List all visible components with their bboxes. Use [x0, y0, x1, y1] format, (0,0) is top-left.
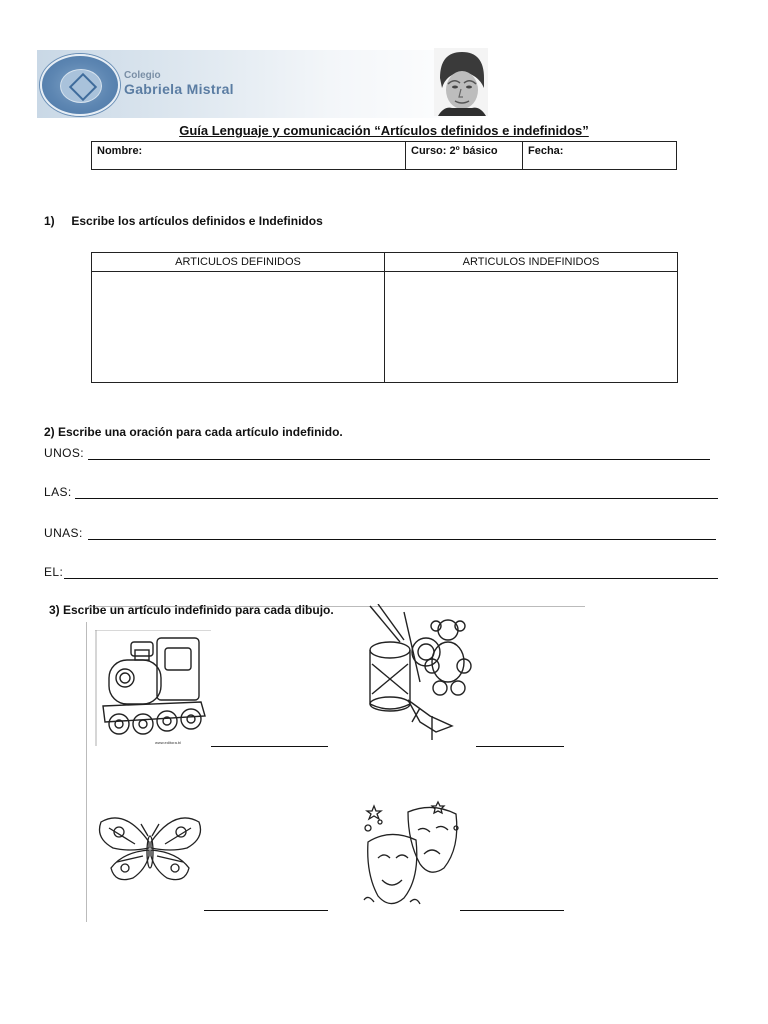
portrait-image — [434, 48, 488, 116]
unas-answer-line[interactable] — [88, 539, 716, 540]
las-answer-line[interactable] — [75, 498, 718, 499]
drawings-frame-left — [86, 622, 87, 922]
nombre-field[interactable] — [92, 142, 405, 169]
student-info-table — [91, 141, 677, 170]
worksheet-title: Guía Lenguaje y comunicación “Artículos definidos e indefinidos” — [179, 123, 589, 138]
nombre-label: Nombre: — [97, 145, 143, 157]
butterfly-answer-blank[interactable] — [204, 910, 328, 911]
articles-table — [91, 252, 678, 383]
section-1-text: Escribe los artículos definidos e Indefinidos — [71, 214, 323, 228]
train-answer-blank[interactable] — [211, 746, 328, 747]
theater-masks-drawing-icon — [360, 798, 464, 910]
school-label: Colegio — [124, 70, 161, 81]
unos-answer-line[interactable] — [88, 459, 710, 460]
unos-label: UNOS: — [44, 446, 85, 460]
unas-label: UNAS: — [44, 526, 83, 540]
section-1-number: 1) — [44, 214, 55, 228]
section-1-heading — [44, 214, 323, 228]
las-label: LAS: — [44, 485, 72, 499]
school-seal-logo — [40, 54, 120, 116]
train-caption: www.editora.bl — [155, 740, 182, 745]
curso-field — [406, 142, 522, 169]
fecha-label: Fecha: — [528, 145, 564, 157]
school-name: Gabriela Mistral — [124, 81, 234, 97]
el-answer-line[interactable] — [64, 578, 718, 579]
section-2-heading: 2) Escribe una oración para cada artículo indefinido. — [44, 425, 343, 439]
butterfly-drawing-icon — [95, 812, 205, 886]
toys-drawing-icon — [360, 604, 478, 746]
definidos-answer-cell[interactable] — [92, 272, 384, 382]
el-label: EL: — [44, 565, 64, 579]
fecha-field[interactable] — [523, 142, 676, 169]
definidos-header: ARTICULOS DEFINIDOS — [175, 256, 301, 268]
section-3-heading: 3) Escribe un artículo indefinido para cada dibujo. — [49, 603, 334, 617]
toys-answer-blank[interactable] — [476, 746, 564, 747]
indefinidos-answer-cell[interactable] — [385, 272, 677, 382]
masks-answer-blank[interactable] — [460, 910, 564, 911]
curso-label: Curso: 2º básico — [411, 145, 498, 157]
indefinidos-header: ARTICULOS INDEFINIDOS — [462, 256, 600, 268]
train-drawing-icon — [95, 630, 211, 748]
